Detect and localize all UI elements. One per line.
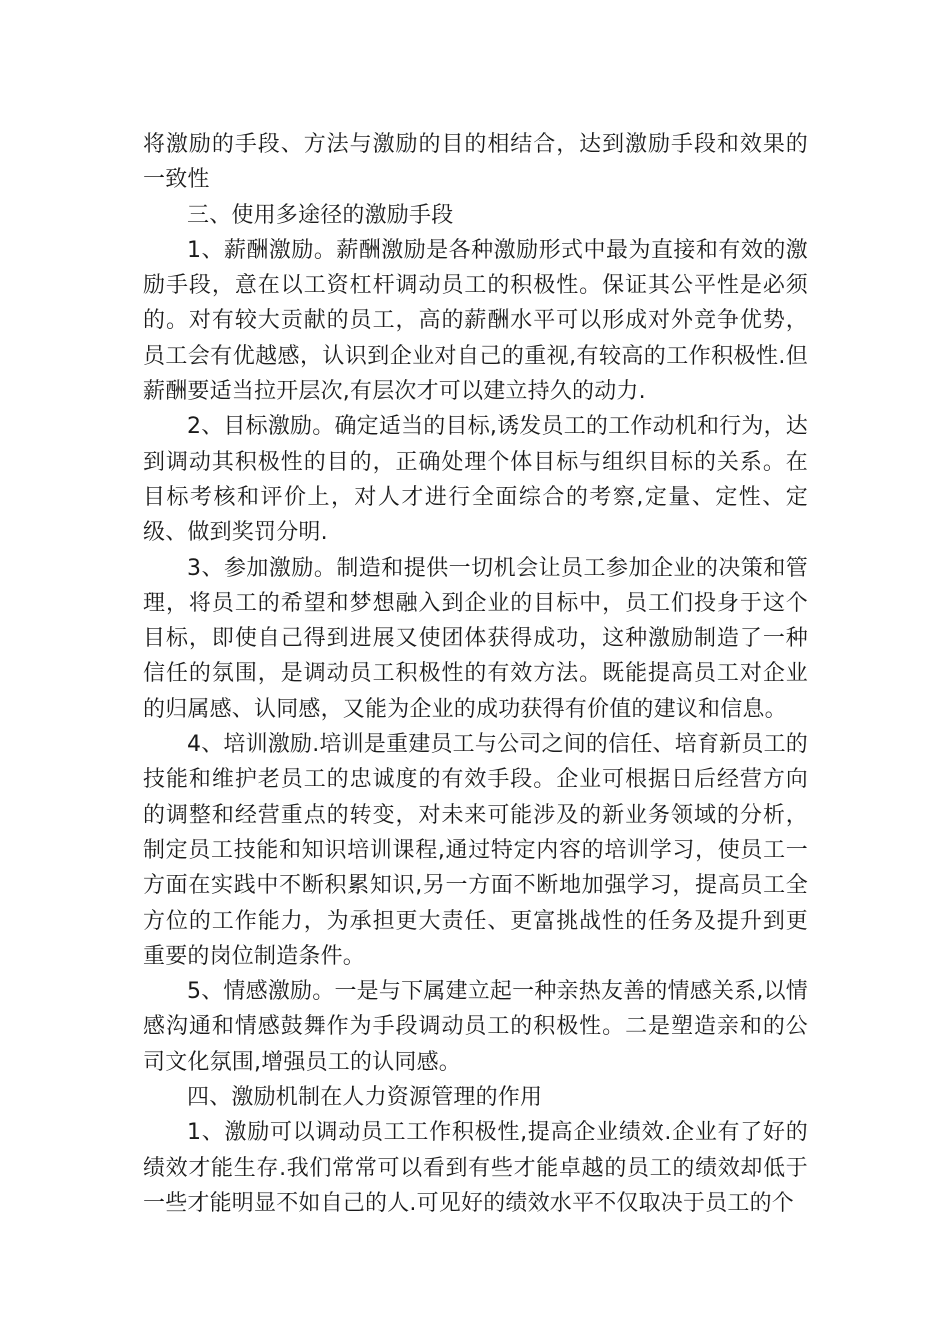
paragraph-incentive-effect: 1、激励可以调动员工工作积极性,提高企业绩效.企业有了好的绩效才能生存.我们常常可以看到有些才能卓越的员工的绩效却低于一些才能明显不如自己的人.可见好的绩效水平不仅取决于员工的个 xyxy=(143,1120,808,1216)
paragraph-salary-incentive: 1、薪酬激励。薪酬激励是各种激励形式中最为直接和有效的激励手段，意在以工资杠杆调动员工的积极性。保证其公平性是必须的。对有较大贡献的员工，高的薪酬水平可以形成对外竞争优势，员工会有优越感，认识到企业对自己的重视,有较高的工作积极性.但薪酬要适当拉开层次,有层次才可以建立持久的动力. xyxy=(143,237,808,405)
document-body xyxy=(143,127,808,1221)
paragraph-training-incentive: 4、培训激励.培训是重建员工与公司之间的信任、培育新员工的技能和维护老员工的忠诚度的有效手段。企业可根据日后经营方向的调整和经营重点的转变，对未来可能涉及的新业务领域的分析，制定员工技能和知识培训课程,通过特定内容的培训学习，使员工一方面在实践中不断积累知识,另一方面不断地加强学习，提高员工全方位的工作能力，为承担更大责任、更富挑战性的任务及提升到更重要的岗位制造条件。 xyxy=(143,732,808,969)
section-heading-4: 四、激励机制在人力资源管理的作用 xyxy=(187,1085,543,1111)
paragraph-emotional-incentive: 5、情感激励。一是与下属建立起一种亲热友善的情感关系,以情感沟通和情感鼓舞作为手段调动员工的积极性。二是塑造亲和的公司文化氛围,增强员工的认同感。 xyxy=(143,979,808,1075)
paragraph-continuation: 将激励的手段、方法与激励的目的相结合，达到激励手段和效果的一致性 xyxy=(143,132,808,193)
section-heading-3: 三、使用多途径的激励手段 xyxy=(187,202,454,228)
paragraph-goal-incentive: 2、目标激励。确定适当的目标,诱发员工的工作动机和行为，达到调动其积极性的目的，正确处理个体目标与组织目标的关系。在目标考核和评价上，对人才进行全面综合的考察,定量、定性、定级、做到奖罚分明. xyxy=(143,414,808,546)
paragraph-participation-incentive: 3、参加激励。制造和提供一切机会让员工参加企业的决策和管理，将员工的希望和梦想融入到企业的目标中，员工们投身于这个目标，即使自己得到进展又使团体获得成功，这种激励制造了一种信任的氛围，是调动员工积极性的有效方法。既能提高员工对企业的归属感、认同感，又能为企业的成功获得有价值的建议和信息。 xyxy=(143,555,808,722)
